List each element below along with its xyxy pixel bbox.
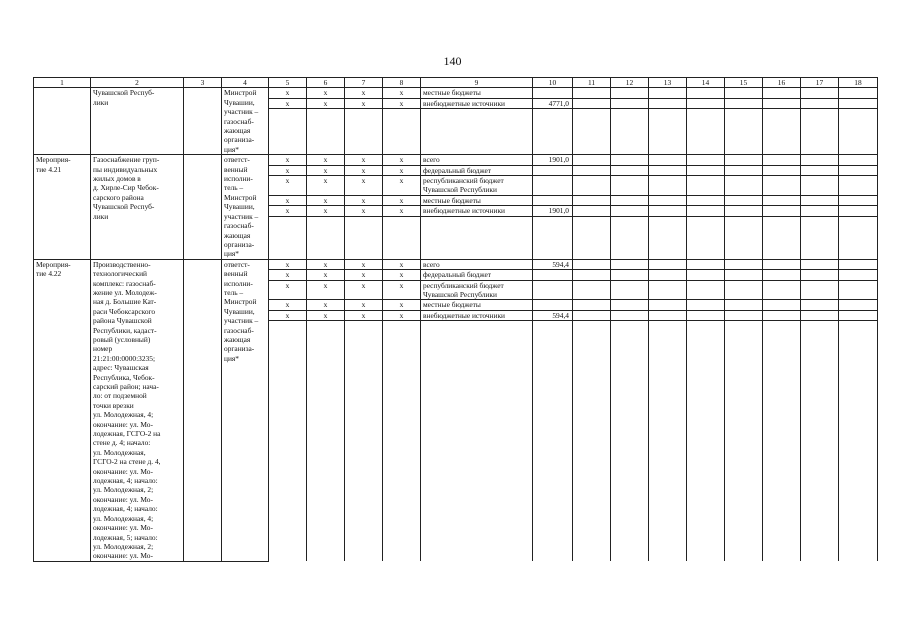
x-mark-cell: х — [383, 176, 421, 196]
x-mark-cell: х — [345, 206, 383, 216]
empty-cell — [725, 206, 763, 216]
header-cell: 10 — [533, 78, 573, 88]
empty-cell — [801, 88, 839, 98]
empty-cell — [839, 270, 878, 280]
header-cell: 11 — [573, 78, 611, 88]
empty-cell — [687, 216, 725, 259]
empty-cell — [687, 280, 725, 300]
empty-cell — [611, 300, 649, 310]
empty-cell — [573, 88, 611, 98]
empty-cell — [763, 155, 801, 165]
empty-cell — [687, 259, 725, 269]
x-mark-cell: х — [383, 259, 421, 269]
empty-cell — [611, 195, 649, 205]
x-mark-cell: х — [269, 300, 307, 310]
empty-cell — [839, 195, 878, 205]
header-row — [34, 78, 878, 88]
empty-cell — [801, 195, 839, 205]
empty-cell — [687, 310, 725, 320]
empty-cell — [725, 195, 763, 205]
x-mark-cell: х — [383, 88, 421, 98]
empty-cell — [533, 109, 573, 155]
empty-cell — [687, 176, 725, 196]
header-cell: 13 — [649, 78, 687, 88]
empty-cell — [649, 98, 687, 108]
empty-cell — [383, 216, 421, 259]
x-mark-cell: х — [383, 310, 421, 320]
empty-cell — [687, 270, 725, 280]
empty-cell — [801, 98, 839, 108]
funding-source: всего — [421, 259, 533, 269]
empty-cell — [611, 206, 649, 216]
funding-source: внебюджетные источники — [421, 98, 533, 108]
empty-cell — [801, 270, 839, 280]
empty-cell — [763, 88, 801, 98]
empty-cell — [269, 216, 307, 259]
x-mark-cell: х — [269, 176, 307, 196]
empty-cell — [573, 195, 611, 205]
empty-cell — [345, 321, 383, 562]
x-mark-cell: х — [269, 310, 307, 320]
empty-cell — [611, 310, 649, 320]
empty-cell — [649, 176, 687, 196]
empty-cell — [801, 321, 839, 562]
empty-cell — [649, 155, 687, 165]
empty-cell — [421, 321, 533, 562]
empty-cell — [649, 216, 687, 259]
amount-cell — [533, 300, 573, 310]
header-cell: 5 — [269, 78, 307, 88]
empty-cell — [725, 259, 763, 269]
empty-cell — [649, 88, 687, 98]
empty-cell — [725, 176, 763, 196]
empty-cell — [763, 109, 801, 155]
x-mark-cell: х — [383, 98, 421, 108]
x-mark-cell: х — [269, 165, 307, 175]
table-row — [34, 155, 878, 165]
empty-cell — [763, 176, 801, 196]
empty-cell — [839, 176, 878, 196]
empty-cell — [839, 109, 878, 155]
empty-cell — [839, 88, 878, 98]
amount-cell: 594,4 — [533, 259, 573, 269]
empty-cell — [611, 88, 649, 98]
empty-cell — [307, 109, 345, 155]
empty-cell — [725, 310, 763, 320]
empty-cell — [573, 310, 611, 320]
empty-cell — [763, 195, 801, 205]
empty-cell — [725, 280, 763, 300]
executor-cell: Минстрой Чувашии, участник – газоснаб- жающая организа- ция* — [222, 88, 269, 155]
empty-cell — [533, 321, 573, 562]
x-mark-cell: х — [269, 259, 307, 269]
empty-cell — [763, 300, 801, 310]
empty-cell — [763, 216, 801, 259]
empty-cell — [611, 280, 649, 300]
empty-cell — [725, 270, 763, 280]
empty-cell — [573, 300, 611, 310]
budget-table — [33, 77, 878, 562]
x-mark-cell: х — [345, 310, 383, 320]
amount-cell: 4771,0 — [533, 98, 573, 108]
empty-cell — [573, 321, 611, 562]
empty-cell — [801, 259, 839, 269]
empty-cell — [307, 321, 345, 562]
empty-cell — [687, 321, 725, 562]
funding-source: республиканский бюджет Чувашской Республики — [421, 280, 533, 300]
x-mark-cell: х — [269, 280, 307, 300]
empty-cell — [649, 165, 687, 175]
funding-source: местные бюджеты — [421, 195, 533, 205]
x-mark-cell: х — [307, 98, 345, 108]
empty-cell — [687, 195, 725, 205]
empty-cell — [611, 321, 649, 562]
empty-cell — [801, 176, 839, 196]
amount-cell — [533, 270, 573, 280]
x-mark-cell: х — [307, 280, 345, 300]
empty-cell — [687, 165, 725, 175]
empty-cell — [611, 176, 649, 196]
empty-cell — [725, 216, 763, 259]
x-mark-cell: х — [345, 155, 383, 165]
amount-cell: 1901,0 — [533, 155, 573, 165]
empty-cell — [611, 165, 649, 175]
amount-cell — [533, 195, 573, 205]
funding-source: местные бюджеты — [421, 300, 533, 310]
executor-cell: ответст- венный исполни- тель – Минстрой Чувашии, участник – газоснаб- жающая организа- ция* — [222, 155, 269, 259]
measure-code — [34, 88, 91, 155]
empty-cell — [573, 216, 611, 259]
empty-cell — [611, 109, 649, 155]
x-mark-cell: х — [307, 155, 345, 165]
empty-cell — [763, 165, 801, 175]
x-mark-cell: х — [383, 195, 421, 205]
x-mark-cell: х — [345, 176, 383, 196]
empty-cell — [763, 280, 801, 300]
amount-cell — [533, 280, 573, 300]
empty-cell — [573, 206, 611, 216]
funding-source: всего — [421, 155, 533, 165]
empty-cell — [573, 165, 611, 175]
x-mark-cell: х — [307, 195, 345, 205]
empty-cell — [725, 98, 763, 108]
empty-cell — [839, 310, 878, 320]
header-cell: 4 — [222, 78, 269, 88]
empty-cell — [345, 109, 383, 155]
header-cell: 6 — [307, 78, 345, 88]
x-mark-cell: х — [269, 270, 307, 280]
empty-cell — [611, 259, 649, 269]
x-mark-cell: х — [345, 88, 383, 98]
empty-cell — [725, 88, 763, 98]
empty-cell — [573, 270, 611, 280]
funding-source: внебюджетные источники — [421, 310, 533, 320]
funding-source: местные бюджеты — [421, 88, 533, 98]
amount-cell: 1901,0 — [533, 206, 573, 216]
empty-cell — [533, 216, 573, 259]
empty-cell — [725, 165, 763, 175]
empty-cell — [801, 155, 839, 165]
empty-cell — [725, 109, 763, 155]
funding-source: внебюджетные источники — [421, 206, 533, 216]
executor-cell: ответст- венный исполни- тель – Минстрой Чувашии, участник – газоснаб- жающая организа- ция* — [222, 259, 269, 561]
x-mark-cell: х — [269, 88, 307, 98]
header-cell: 1 — [34, 78, 91, 88]
empty-cell — [573, 176, 611, 196]
table-row — [34, 259, 878, 269]
empty-cell — [573, 259, 611, 269]
x-mark-cell: х — [269, 155, 307, 165]
x-mark-cell: х — [383, 300, 421, 310]
empty-cell — [345, 216, 383, 259]
x-mark-cell: х — [345, 280, 383, 300]
x-mark-cell: х — [307, 270, 345, 280]
funding-source: федеральный бюджет — [421, 270, 533, 280]
empty-cell — [801, 109, 839, 155]
header-cell: 2 — [91, 78, 184, 88]
empty-cell — [763, 259, 801, 269]
empty-cell — [383, 321, 421, 562]
empty-cell — [763, 206, 801, 216]
x-mark-cell: х — [269, 206, 307, 216]
empty-cell — [725, 321, 763, 562]
empty-cell — [611, 155, 649, 165]
empty-cell — [839, 98, 878, 108]
x-mark-cell: х — [307, 259, 345, 269]
empty-cell — [801, 165, 839, 175]
empty-cell — [687, 206, 725, 216]
header-cell: 7 — [345, 78, 383, 88]
header-cell: 17 — [801, 78, 839, 88]
x-mark-cell: х — [307, 88, 345, 98]
empty-cell — [573, 98, 611, 108]
empty-cell — [421, 216, 533, 259]
x-mark-cell: х — [383, 165, 421, 175]
x-mark-cell: х — [345, 195, 383, 205]
x-mark-cell: х — [345, 300, 383, 310]
empty-cell — [184, 155, 222, 259]
empty-cell — [649, 310, 687, 320]
measure-description: Производственно- технологический комплекс: газоснаб- жение ул. Молодеж- ная д. Большие Кат- раси Чебоксарского района Чувашской Республики, кадаст- ровый (условный) номер 21:21:00:0000:3235; адрес: Чувашская Республика, Чебок- сарский район; нача- ло: от подземной точки врезки ул. Молодежная, 4; окончание: ул. Мо- лодежная, ГСГО-2 на стене д. 4; начало: ул. Молодежная, ГСГО-2 на стене д. 4, окончание: ул. Мо- лодежная, 4; начало: ул. Молодежная, 2; окончание: ул. Мо- лодежная, 4; начало: ул. Молодежная, 4; окончание: ул. Мо- лодежная, 5; начало: ул. Молодежная, 2; окончание: ул. Мо- — [91, 259, 184, 561]
funding-source: республиканский бюджет Чувашской Республики — [421, 176, 533, 196]
x-mark-cell: х — [307, 176, 345, 196]
empty-cell — [611, 98, 649, 108]
x-mark-cell: х — [307, 165, 345, 175]
empty-cell — [649, 109, 687, 155]
empty-cell — [649, 206, 687, 216]
x-mark-cell: х — [307, 310, 345, 320]
measure-description: Чувашской Респуб- лики — [91, 88, 184, 155]
empty-cell — [763, 310, 801, 320]
empty-cell — [611, 216, 649, 259]
x-mark-cell: х — [269, 195, 307, 205]
header-cell: 3 — [184, 78, 222, 88]
empty-cell — [801, 216, 839, 259]
empty-cell — [687, 88, 725, 98]
empty-cell — [763, 98, 801, 108]
empty-cell — [307, 216, 345, 259]
header-cell: 18 — [839, 78, 878, 88]
empty-cell — [573, 109, 611, 155]
empty-cell — [801, 310, 839, 320]
x-mark-cell: х — [383, 206, 421, 216]
empty-cell — [801, 300, 839, 310]
x-mark-cell: х — [345, 270, 383, 280]
page-number: 140 — [443, 54, 462, 68]
x-mark-cell: х — [345, 98, 383, 108]
amount-cell — [533, 88, 573, 98]
header-cell: 9 — [421, 78, 533, 88]
empty-cell — [687, 109, 725, 155]
empty-cell — [383, 109, 421, 155]
empty-cell — [725, 155, 763, 165]
empty-cell — [573, 155, 611, 165]
x-mark-cell: х — [345, 259, 383, 269]
x-mark-cell: х — [383, 280, 421, 300]
empty-cell — [839, 259, 878, 269]
empty-cell — [649, 280, 687, 300]
empty-cell — [839, 300, 878, 310]
header-cell: 8 — [383, 78, 421, 88]
amount-cell: 594,4 — [533, 310, 573, 320]
x-mark-cell: х — [307, 300, 345, 310]
empty-cell — [269, 321, 307, 562]
empty-cell — [649, 270, 687, 280]
empty-cell — [649, 321, 687, 562]
table-row — [34, 88, 878, 98]
amount-cell — [533, 176, 573, 196]
empty-cell — [687, 98, 725, 108]
x-mark-cell: х — [383, 270, 421, 280]
empty-cell — [839, 216, 878, 259]
empty-cell — [839, 206, 878, 216]
empty-cell — [611, 270, 649, 280]
empty-cell — [573, 280, 611, 300]
header-cell: 15 — [725, 78, 763, 88]
empty-cell — [839, 280, 878, 300]
x-mark-cell: х — [269, 98, 307, 108]
empty-cell — [763, 321, 801, 562]
empty-cell — [801, 280, 839, 300]
header-cell: 16 — [763, 78, 801, 88]
measure-code: Мероприя- тие 4.21 — [34, 155, 91, 259]
empty-cell — [269, 109, 307, 155]
measure-code: Мероприя- тие 4.22 — [34, 259, 91, 561]
empty-cell — [839, 165, 878, 175]
empty-cell — [801, 206, 839, 216]
empty-cell — [687, 300, 725, 310]
header-cell: 12 — [611, 78, 649, 88]
empty-cell — [725, 300, 763, 310]
header-cell: 14 — [687, 78, 725, 88]
x-mark-cell: х — [307, 206, 345, 216]
empty-cell — [649, 195, 687, 205]
funding-source: федеральный бюджет — [421, 165, 533, 175]
empty-cell — [687, 155, 725, 165]
empty-cell — [421, 109, 533, 155]
empty-cell — [649, 300, 687, 310]
x-mark-cell: х — [383, 155, 421, 165]
amount-cell — [533, 165, 573, 175]
empty-cell — [184, 259, 222, 561]
x-mark-cell: х — [345, 165, 383, 175]
empty-cell — [839, 155, 878, 165]
measure-description: Газоснабжение груп- пы индивидуальных жилых домов в д. Хирле-Сир Чебок- сарского района Чувашской Респуб- лики — [91, 155, 184, 259]
empty-cell — [649, 259, 687, 269]
empty-cell — [763, 270, 801, 280]
empty-cell — [839, 321, 878, 562]
empty-cell — [184, 88, 222, 155]
